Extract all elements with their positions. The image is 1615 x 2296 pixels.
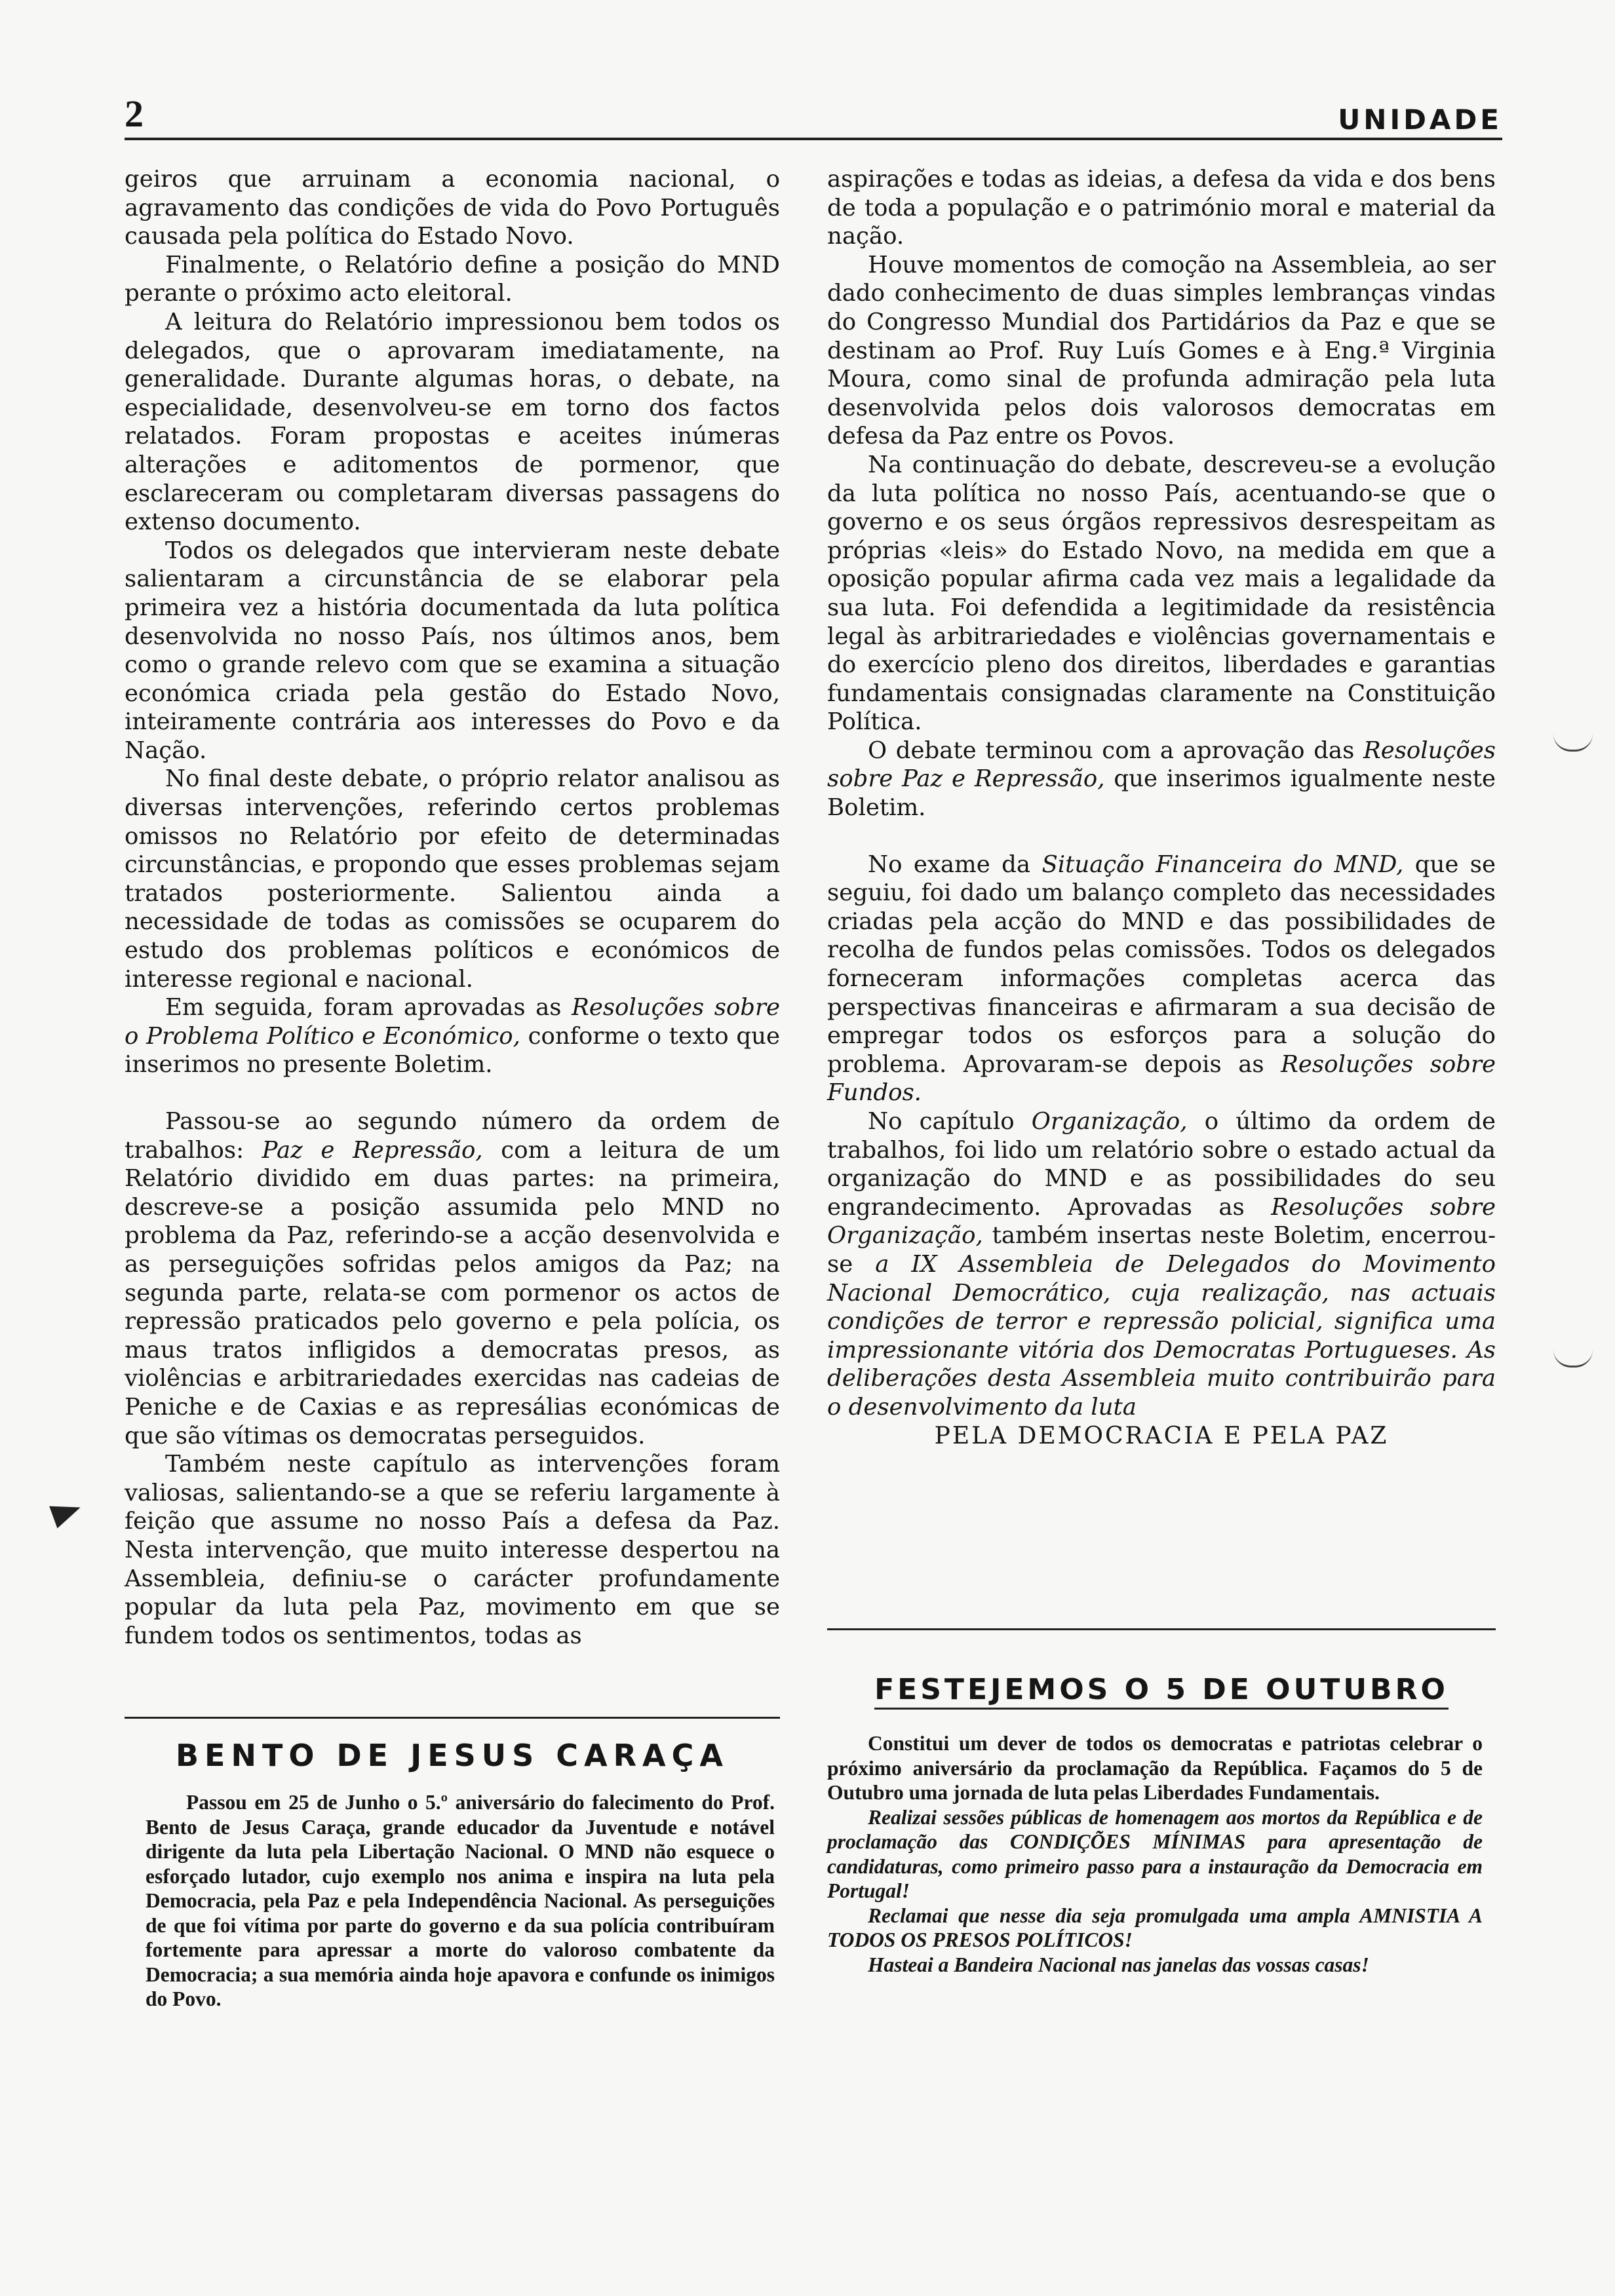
left-paragraph-5: No final deste debate, o próprio relator analisou as diversas intervenções, referindo certos problemas omissos no Relatório por efeito de determinadas circunstâncias, e propondo que esses problemas sejam tratados posteriormente. Salientou ainda a necessidade de todas as comissões se ocuparem do estudo dos problemas políticos e económicos de interesse regional e nacional. [125,765,780,993]
left-paragraph-1: geiros que arruinam a economia nacional, o agravamento das condições de vida do Povo Português causada pela política do Estado Novo. [125,166,780,250]
left-paragraph-8: Também neste capítulo as intervenções foram valiosas, salientando-se a que se referiu largamente à feição que assume no nosso País a defesa da Paz. Nesta intervenção, que muito interesse despertou na Assembleia, definiu-se o carácter profundamente popular da luta pela Paz, movimento em que se fundem todos os sentimentos, todas as [125,1451,780,1649]
right-paragraph-5: No exame da Situação Financeira do MND, que se seguiu, foi dado um balanço completo das necessidades criadas pela acção do MND e das possibilidades de recolha de fundos pelas comissões. Todos os delegados forneceram informações completas acerca das perspectivas financeiras e afirmaram a sua decisão de empregar todos os esforços para a solução do problema. Aprovaram-se depois as Resoluções sobre Fundos. [827,851,1496,1107]
festejemos-title: FESTEJEMOS O 5 DE OUTUBRO [827,1673,1496,1706]
festejemos-divider [827,1628,1496,1630]
masthead: UNIDADE [1338,104,1502,136]
left-paragraph-2: Finalmente, o Relatório define a posição do MND perante o próximo acto eleitoral. [125,251,780,307]
left-paragraph-6: Em seguida, foram aprovadas as Resoluções sobre o Problema Político e Económico, conforme o texto que inserimos no presente Boletim. [125,994,780,1079]
left-column [125,165,780,1650]
festejemos-paragraph-1: Constitui um dever de todos os democratas e patriotas celebrar o próximo aniversário da proclamação da República. Façamos do 5 de Outubro uma jornada de luta pelas Liberdades Fundamentais. [827,1732,1483,1804]
right-paragraph-1: aspirações e todas as ideias, a defesa da vida e dos bens de toda a população e o património moral e material da nação. [827,166,1496,250]
header-rule [125,138,1502,140]
left-paragraph-7: Passou-se ao segundo número da ordem de trabalhos: Paz e Repressão, com a leitura de um Relatório dividido em duas partes: na primeira, descreve-se a posição assumida pelo MND no problema da Paz, referindo-se a acção desenvolvida e as perseguições sofridas pelos amigos da Paz; na segunda parte, relata-se com pormenor os actos de repressão praticados pelo governo e pela polícia, os maus tratos infligidos a democratas presos, as violências e arbitrariedades exercidas nas cadeias de Peniche e de Caxias e as represálias económicas de que são vítimas os democratas perseguidos. [125,1108,781,1449]
margin-tick-mark [1553,734,1593,752]
page-number: 2 [125,92,144,135]
bento-divider [125,1717,780,1719]
bento-title: BENTO DE JESUS CARAÇA [175,1738,729,1773]
bento-text: Passou em 25 de Junho o 5.º aniversário do falecimento do Prof. Bento de Jesus Caraça, grande educador da Juventude e notável dirigente da luta pela Libertação Nacional. O MND não esquece o esforçado lutador, cujo exemplo nos anima e inspira na luta pela Democracia, pela Paz e pela Independência Nacional. As perseguições de que foi vítima por parte do governo e da sua polícia contribuíram fortemente para apressar a morte do valoroso combatente da Democracia; a sua memória ainda hoje apavora e confunde os inimigos do Povo. [146,1791,775,2010]
festejemos-paragraph-3: Reclamai que nesse dia seja promulgada uma ampla AMNISTIA A TODOS OS PRESOS POLÍTICOS! [827,1904,1483,1951]
right-paragraph-4: O debate terminou com a aprovação das Resoluções sobre Paz e Repressão, que inserimos igualmente neste Boletim. [827,737,1496,822]
festejemos-paragraph-2: Realizai sessões públicas de homenagem aos mortos da República e de proclamação das CONDIÇÕES MÍNIMAS para apresentação de candidaturas, como primeiro passo para a instauração da Democracia em Portugal! [827,1805,1483,1902]
right-paragraph-2: Houve momentos de comoção na Assembleia, ao ser dado conhecimento de duas simples lembranças vindas do Congresso Mundial dos Partidários da Paz e que se destinam ao Prof. Ruy Luís Gomes e à Eng.ª Virginia Moura, como sinal de profunda admiração pela luta desenvolvida pelos dois valorosos democratas em defesa da Paz entre os Povos. [827,251,1496,450]
right-paragraph-6: No capítulo Organização, o último da ordem de trabalhos, foi lido um relatório sobre o estado actual da organização do MND e as possibilidades do seu engrandecimento. Aprovadas as Resoluções sobre Organização, também insertas neste Boletim, encerrou-se a IX Assembleia de Delegados do Movimento Nacional Democrático, cuja realização, nas actuais condições de terror e repressão policial, significa uma impressionante vitória dos Democratas Portugueses. As deliberações desta Assembleia muito contribuirão para o desenvolvimento da luta [827,1108,1496,1421]
right-column [827,165,1496,1450]
bento-box [146,1790,775,2012]
margin-tick-mark [1553,1350,1593,1368]
right-paragraph-3: Na continuação do debate, descreveu-se a evolução da luta política no nosso País, acentuando-se que o governo e os seus órgãos repressivos desrespeitam as próprias «leis» do Estado Novo, na medida em que a oposição popular afirma cada vez mais a legalidade da sua luta. Foi defendida a legitimidade da resistência legal às arbitrariedades e violências governamentais e do exercício pleno dos direitos, liberdades e garantias fundamentais consignadas claramente na Constituição Política. [827,451,1496,736]
slogan: PELA DEMOCRACIA E PELA PAZ [934,1422,1389,1449]
left-paragraph-4: Todos os delegados que intervieram neste debate salientaram a circunstância de se elaborar pela primeira vez a história documentada da luta política desenvolvida no nosso País, nos últimos anos, bem como o grande relevo com que se examina a situação económica criada pela gestão do Estado Novo, inteiramente contrária aos interesses do Povo e da Nação. [125,537,780,764]
margin-arrow-mark [49,1497,85,1529]
festejemos-box [827,1731,1483,1977]
festejemos-paragraph-4: Hasteai a Bandeira Nacional nas janelas das vossas casas! [868,1953,1369,1976]
left-paragraph-3: A leitura do Relatório impressionou bem todos os delegados, que o aprovaram imediatamente, na generalidade. Durante algumas horas, o debate, na especialidade, desenvolveu-se em torno dos factos relatados. Foram propostas e aceites inúmeras alterações e aditomentos de pormenor, que esclareceram ou completaram diversas passagens do extenso documento. [125,308,780,536]
